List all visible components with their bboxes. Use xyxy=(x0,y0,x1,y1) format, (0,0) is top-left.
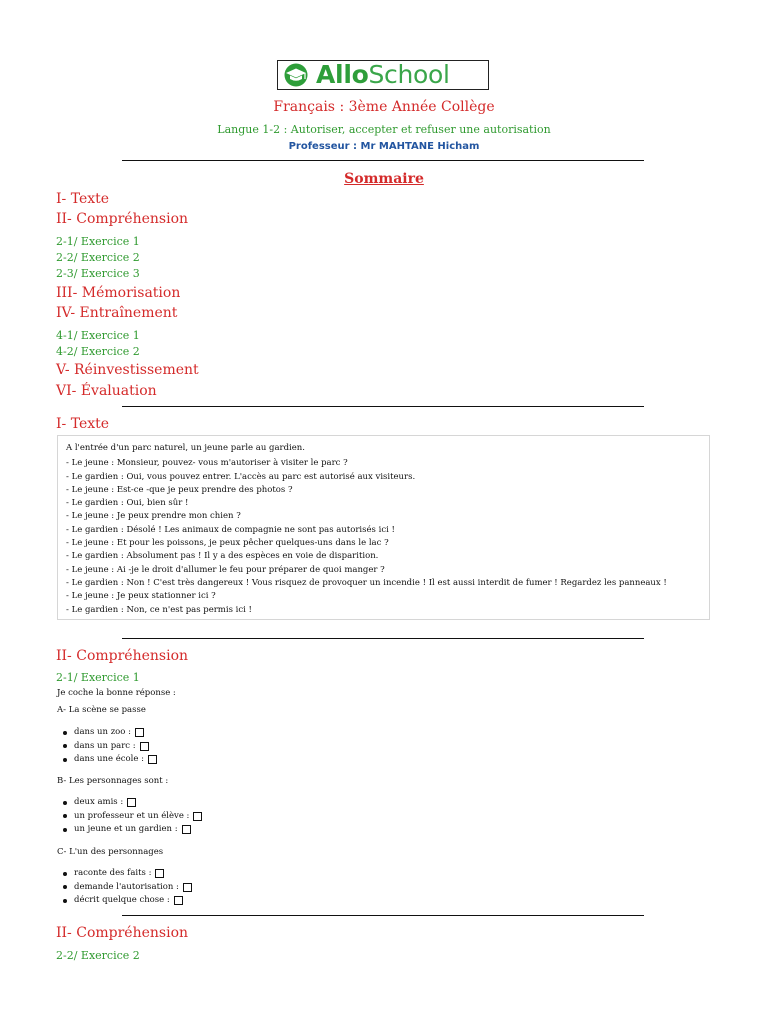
option-label: raconte des faits : xyxy=(74,868,152,878)
toc-item-memorisation[interactable]: III- Mémorisation xyxy=(56,285,181,301)
checkbox[interactable] xyxy=(148,755,157,764)
bullet-icon xyxy=(63,885,67,889)
option-label: deux amis : xyxy=(74,797,124,807)
answer-option xyxy=(63,753,157,767)
section-heading-comprehension: II- Compréhension xyxy=(56,648,189,664)
dialogue-line: - Le gardien : Oui, bien sûr ! xyxy=(66,498,189,509)
dialogue-line: - Le gardien : Non, ce n'est pas permis ici ! xyxy=(66,604,252,615)
divider xyxy=(122,406,644,407)
toc-item-evaluation[interactable]: VI- Évaluation xyxy=(56,383,157,399)
dialogue-line: - Le jeune : Ai -je le droit d'allumer le feu pour préparer de quoi manger ? xyxy=(66,564,385,575)
checkbox[interactable] xyxy=(155,869,164,878)
question-a-label: A- La scène se passe xyxy=(57,705,146,715)
toc-item-exercice-2-2[interactable]: 2-2/ Exercice 2 xyxy=(56,251,140,264)
question-c-options xyxy=(63,867,192,908)
checkbox[interactable] xyxy=(140,742,149,751)
exercise-heading: 2-1/ Exercice 1 xyxy=(56,671,140,684)
checkbox[interactable] xyxy=(174,896,183,905)
dialogue-line: - Le gardien : Non ! C'est très dangereux ! Vous risquez de provoquer un incendie ! Il est aussi interdit de fumer ! Regardez les panneaux ! xyxy=(66,577,667,588)
professor-line: Professeur : Mr MAHTANE Hicham xyxy=(288,141,480,152)
answer-option xyxy=(63,867,192,881)
option-label: dans un zoo : xyxy=(74,727,131,737)
section-heading-comprehension-2: II- Compréhension xyxy=(56,925,189,941)
toc-item-texte[interactable]: I- Texte xyxy=(56,191,110,207)
toc-heading: Sommaire xyxy=(344,171,424,187)
question-c-label: C- L'un des personnages xyxy=(57,847,164,857)
question-a-options xyxy=(63,726,157,767)
logo-text: AlloSchool xyxy=(316,60,450,89)
option-label: un professeur et un élève : xyxy=(74,810,190,821)
toc-item-exercice-2-1[interactable]: 2-1/ Exercice 1 xyxy=(56,235,140,248)
option-label: décrit quelque chose : xyxy=(74,895,170,905)
checkbox[interactable] xyxy=(127,798,136,807)
dialogue-line: - Le gardien : Oui, vous pouvez entrer. L'accès au parc est autorisé aux visiteurs. xyxy=(66,471,416,482)
dialogue-line: - Le gardien : Désolé ! Les animaux de compagnie ne sont pas autorisés ici ! xyxy=(66,524,395,535)
answer-option xyxy=(63,881,192,895)
option-label: demande l'autorisation : xyxy=(74,881,179,892)
checkbox[interactable] xyxy=(135,728,144,737)
divider xyxy=(122,160,644,161)
bullet-icon xyxy=(63,872,67,876)
page-title: Français : 3ème Année Collège xyxy=(273,99,495,115)
toc-item-exercice-4-1[interactable]: 4-1/ Exercice 1 xyxy=(56,329,140,342)
toc-item-exercice-4-2[interactable]: 4-2/ Exercice 2 xyxy=(56,345,140,358)
question-b-options xyxy=(63,796,202,837)
option-label: dans une école : xyxy=(74,754,144,764)
toc-item-comprehension[interactable]: II- Compréhension xyxy=(56,211,189,227)
dialogue-line: - Le jeune : Et pour les poissons, je peux pêcher quelques-uns dans le lac ? xyxy=(66,538,389,549)
answer-option xyxy=(63,823,202,837)
page-subtitle: Langue 1-2 : Autoriser, accepter et refuser une autorisation xyxy=(217,123,551,136)
answer-option xyxy=(63,740,157,754)
section-heading-texte: I- Texte xyxy=(56,416,110,432)
checkbox[interactable] xyxy=(183,883,192,892)
checkbox[interactable] xyxy=(193,812,202,821)
answer-option xyxy=(63,726,157,740)
option-label: un jeune et un gardien : xyxy=(74,824,178,834)
bullet-icon xyxy=(63,899,67,903)
dialogue-line: - Le jeune : Je peux prendre mon chien ? xyxy=(66,511,241,522)
question-b-label: B- Les personnages sont : xyxy=(57,776,169,786)
toc-item-reinvestissement[interactable]: V- Réinvestissement xyxy=(56,362,199,378)
dialogue-text-box xyxy=(57,435,710,620)
bullet-icon xyxy=(63,814,67,818)
answer-option xyxy=(63,894,192,908)
alloschool-logo[interactable] xyxy=(277,60,489,90)
answer-option xyxy=(63,810,202,824)
bullet-icon xyxy=(63,801,67,805)
option-label: dans un parc : xyxy=(74,740,136,751)
dialogue-line: - Le jeune : Je peux stationner ici ? xyxy=(66,591,216,602)
graduation-cap-icon xyxy=(282,63,310,87)
bullet-icon xyxy=(63,828,67,832)
exercise-heading-2: 2-2/ Exercice 2 xyxy=(56,949,140,962)
divider xyxy=(122,915,644,916)
instruction-text: Je coche la bonne réponse : xyxy=(57,688,176,698)
dialogue-line: - Le jeune : Monsieur, pouvez- vous m'autoriser à visiter le parc ? xyxy=(66,458,348,469)
bullet-icon xyxy=(63,731,67,735)
toc-item-entrainement[interactable]: IV- Entraînement xyxy=(56,305,178,321)
bullet-icon xyxy=(63,744,67,748)
dialogue-intro: A l'entrée d'un parc naturel, un jeune parle au gardien. xyxy=(66,443,305,453)
bullet-icon xyxy=(63,758,67,762)
answer-option xyxy=(63,796,202,810)
dialogue-line: - Le jeune : Est-ce -que je peux prendre des photos ? xyxy=(66,484,293,495)
toc-item-exercice-2-3[interactable]: 2-3/ Exercice 3 xyxy=(56,267,140,280)
divider xyxy=(122,638,644,639)
checkbox[interactable] xyxy=(182,825,191,834)
dialogue-line: - Le gardien : Absolument pas ! Il y a des espèces en voie de disparition. xyxy=(66,551,379,562)
